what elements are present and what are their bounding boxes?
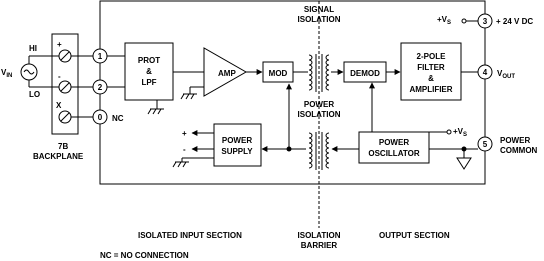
terminal-screw-x [59, 111, 71, 123]
power-common-label-1: POWER [500, 136, 531, 145]
lo-label: LO [29, 90, 41, 99]
prot-amp-label: & [146, 67, 152, 76]
isolation-barrier-label-1: ISOLATION [297, 231, 341, 240]
vin-label: $V_{IN}$ [1, 68, 13, 79]
filter-label-1: 2-POLE [416, 52, 446, 61]
power-isolation-label-2: ISOLATION [297, 110, 341, 119]
footnote: NC = NO CONNECTION [100, 251, 189, 260]
lpf-label: LPF [141, 78, 157, 87]
output-section-label: OUTPUT SECTION [379, 231, 450, 240]
filter-label-2: FILTER [417, 63, 445, 72]
power-isolation-label-1: POWER [303, 100, 335, 109]
pin-4 [478, 65, 492, 79]
supply-24vdc-label: + 24 V DC [496, 17, 534, 26]
svg-text:3: 3 [482, 17, 488, 26]
plus-mark: + [57, 40, 62, 49]
ground-symbol-amp [181, 94, 197, 99]
signal-isolation-label-2: ISOLATION [297, 15, 341, 24]
svg-text:0: 0 [97, 113, 103, 122]
power-common-label-2: COMMON [500, 146, 538, 155]
posc-label-1: POWER [378, 138, 410, 147]
demod-label: DEMOD [350, 69, 380, 78]
isolation-barrier-label-2: BARRIER [300, 241, 338, 250]
nc-label: NC [112, 114, 124, 123]
power-oscillator-block [359, 132, 429, 163]
vout-label: $V_{OUT}$ [497, 69, 516, 80]
ground-symbol-psupply [173, 162, 189, 167]
filter-label-4: AMPLIFIER [409, 85, 453, 94]
svg-text:1: 1 [97, 52, 103, 61]
svg-text:2: 2 [97, 83, 103, 92]
backplane-block [52, 34, 78, 134]
psupply-minus-label: - [183, 145, 186, 154]
input-source-symbol [21, 56, 59, 87]
hi-label: HI [29, 44, 37, 53]
psupply-label-1: POWER [221, 136, 253, 145]
posc-label-2: OSCILLATOR [368, 149, 420, 158]
pin-1 [93, 49, 107, 63]
vs-osc-label: $+V_S$ [453, 127, 468, 138]
x-mark: X [56, 101, 62, 110]
svg-text:5: 5 [482, 140, 488, 149]
backplane-label-line2: BACKPLANE [33, 152, 84, 161]
prot-label: PROT [137, 56, 161, 65]
pin-2 [93, 80, 107, 94]
filter-label-3: & [428, 74, 434, 83]
signal-isolation-label-1: SIGNAL [303, 5, 335, 14]
isolated-input-section-label: ISOLATED INPUT SECTION [138, 231, 242, 240]
terminal-screw-lo [59, 81, 71, 93]
ground-symbol-prot [148, 109, 164, 114]
mod-label: MOD [268, 69, 288, 78]
amp-label: AMP [218, 69, 236, 78]
svg-text:4: 4 [482, 68, 488, 77]
vs-top-label: $+V_S$ [437, 15, 452, 26]
minus-mark: - [58, 72, 61, 81]
backplane-label-line1: 7B [58, 142, 69, 151]
power-supply-block [214, 124, 261, 166]
ground-symbol-common [457, 158, 471, 169]
pin-3 [478, 14, 492, 28]
psupply-plus-label: + [182, 129, 187, 138]
psupply-label-2: SUPPLY [221, 147, 253, 156]
terminal-screw-hi [59, 50, 71, 62]
pin-0 [93, 110, 107, 124]
pin-5 [478, 137, 492, 151]
